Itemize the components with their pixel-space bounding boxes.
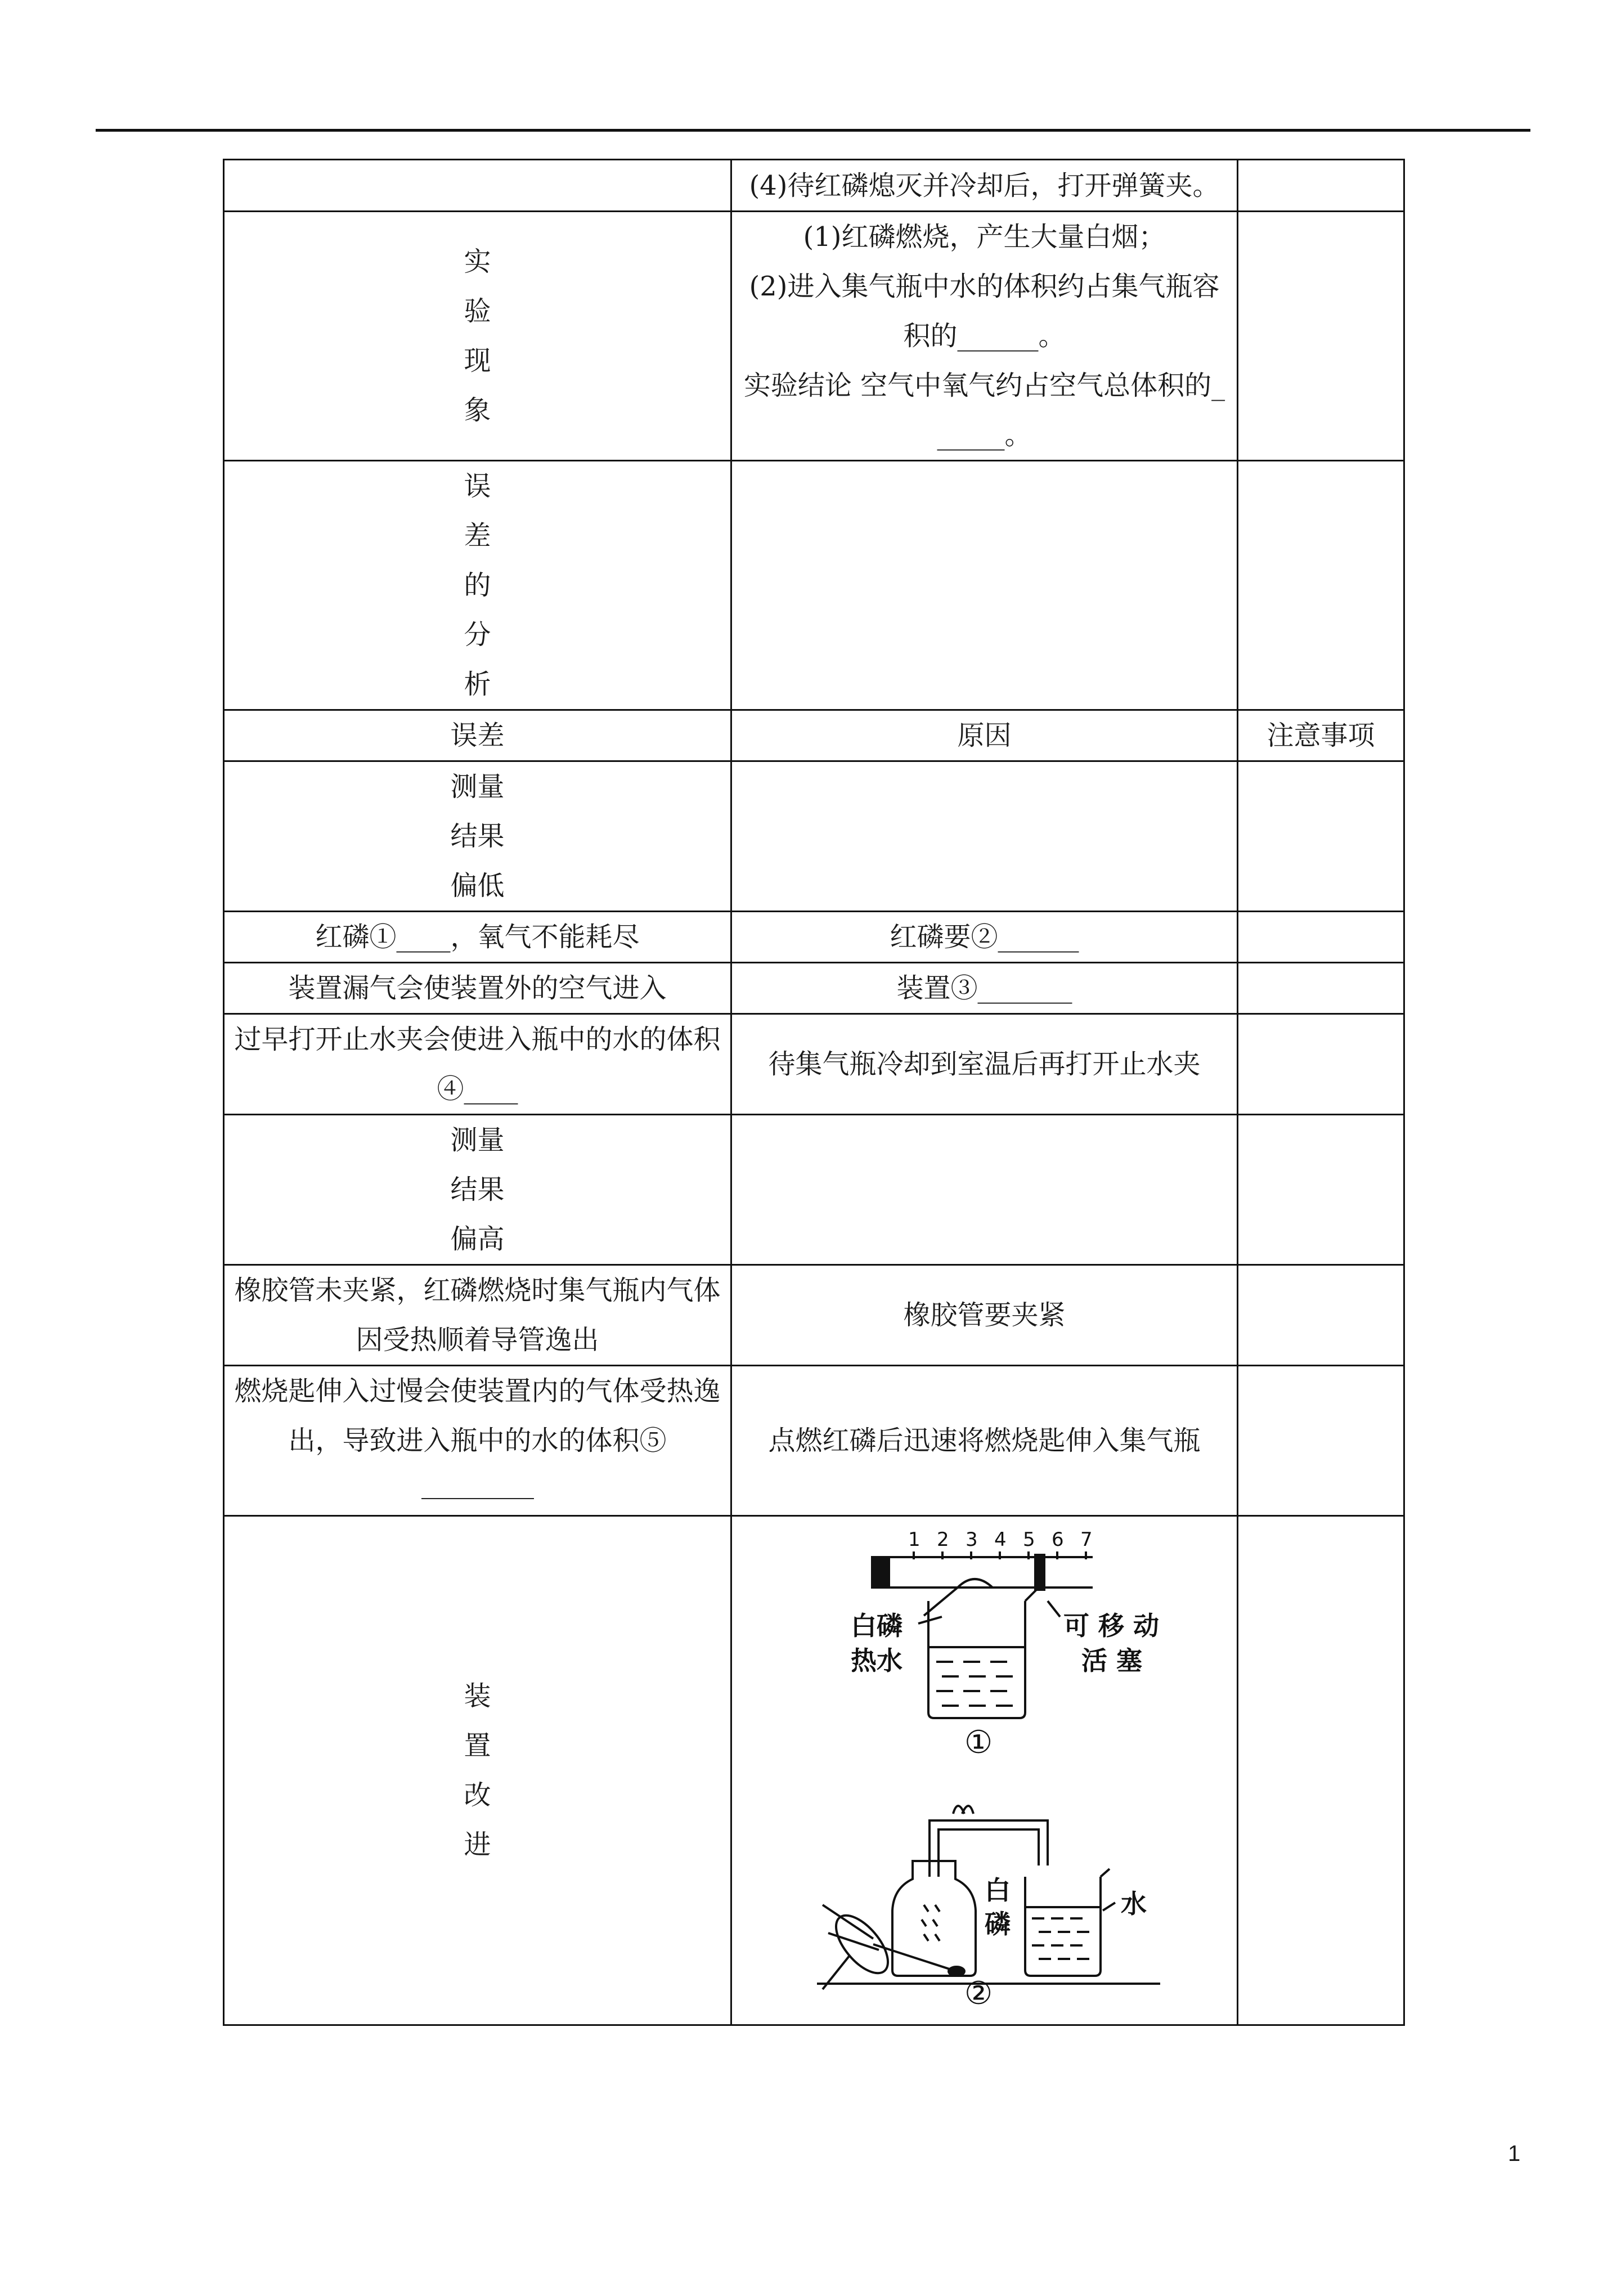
scale-label: 2 <box>936 1528 949 1551</box>
low3-note: 待集气瓶冷却到室温后再打开止水夹 <box>731 1014 1238 1115</box>
scale-label: 6 <box>1051 1528 1064 1551</box>
high-result-label: 测量结果偏高 <box>450 1124 505 1255</box>
cell-empty <box>1238 212 1404 461</box>
improvement-label: 装置改进 <box>464 1680 491 1860</box>
header-notes: 注意事项 <box>1238 710 1404 761</box>
table-row-phenomenon <box>224 212 1404 461</box>
experiment-table <box>223 159 1405 2026</box>
high2-note: 点燃红磷后迅速将燃烧匙伸入集气瓶 <box>731 1366 1238 1516</box>
cell-empty <box>1238 160 1404 212</box>
label-white-phosphorus: 白磷 <box>850 1611 902 1641</box>
cell-empty <box>1238 1265 1404 1366</box>
table-row <box>224 912 1404 963</box>
low1-cause: 红磷①____，氧气不能耗尽 <box>224 912 731 963</box>
high1-cause: 橡胶管未夹紧，红磷燃烧时集气瓶内气体因受热顺着导管逸出 <box>224 1265 731 1366</box>
cell-empty <box>1238 1516 1404 2025</box>
cell-empty <box>731 761 1238 912</box>
table-row <box>224 1265 1404 1366</box>
high2-cause: 燃烧匙伸入过慢会使装置内的气体受热逸出，导致进入瓶中的水的体积⑤ <box>234 1375 721 1456</box>
table-header-row <box>224 710 1404 761</box>
cell-empty <box>1238 1115 1404 1265</box>
cell-empty <box>1238 761 1404 912</box>
cell-empty <box>731 1115 1238 1265</box>
scale-label: 4 <box>994 1528 1007 1551</box>
diagram-2-number: ② <box>964 1975 993 2008</box>
cell-empty <box>731 461 1238 710</box>
diagram-1-number: ① <box>964 1724 993 1761</box>
low2-note: 装置③_______ <box>731 963 1238 1014</box>
high1-note: 橡胶管要夹紧 <box>731 1265 1238 1366</box>
phenomenon-line-2: (2)进入集气瓶中水的体积约占集气瓶容积的______。 <box>749 271 1220 352</box>
answer-blank <box>421 1476 534 1499</box>
table-row-improvement <box>224 1516 1404 2025</box>
scale-label: 5 <box>1022 1528 1035 1551</box>
page-number: 1 <box>1508 2141 1521 2166</box>
label-piston: 活 塞 <box>1081 1645 1142 1676</box>
table-row-error-analysis <box>224 461 1404 710</box>
cell-empty <box>224 160 731 212</box>
table-row <box>224 963 1404 1014</box>
error-analysis-label: 误差的分析 <box>464 470 491 700</box>
cell-empty <box>1238 461 1404 710</box>
table-row-step4 <box>224 160 1404 212</box>
phenomenon-label: 实验现象 <box>464 246 491 426</box>
header-error: 误差 <box>224 710 731 761</box>
table-row <box>224 1014 1404 1115</box>
low1-note: 红磷要②______ <box>731 912 1238 963</box>
table-row-high-label <box>224 1115 1404 1265</box>
label-water: 水 <box>1120 1889 1147 1919</box>
top-rule <box>96 129 1530 132</box>
diagram-2 <box>817 1806 1160 1989</box>
cell-empty <box>1238 1014 1404 1115</box>
header-reason: 原因 <box>731 710 1238 761</box>
cell-empty <box>1238 963 1404 1014</box>
label-white-phosphorus-2b: 磷 <box>984 1909 1011 1939</box>
step4-text: (4)待红磷熄灭并冷却后，打开弹簧夹。 <box>731 160 1238 212</box>
scale-label: 3 <box>965 1528 978 1551</box>
label-white-phosphorus-2a: 白 <box>984 1875 1011 1905</box>
label-hot-water: 热水 <box>850 1645 902 1676</box>
low-result-label: 测量结果偏低 <box>450 771 505 902</box>
table-row-low-label <box>224 761 1404 912</box>
scale-label: 7 <box>1080 1528 1093 1551</box>
cell-empty <box>1238 912 1404 963</box>
cell-empty <box>1238 1366 1404 1516</box>
scale-label: 1 <box>908 1528 920 1551</box>
table-row <box>224 1366 1404 1516</box>
low2-cause: 装置漏气会使装置外的空气进入 <box>224 963 731 1014</box>
low3-cause: 过早打开止水夹会使进入瓶中的水的体积④____ <box>224 1014 731 1115</box>
label-movable: 可 移 动 <box>1063 1611 1159 1641</box>
apparatus-diagrams <box>733 1517 1237 2008</box>
phenomenon-line-1: (1)红磷燃烧，产生大量白烟； <box>803 221 1166 253</box>
conclusion-line: 实验结论 空气中氧气约占空气总体积的______。 <box>743 370 1225 451</box>
diagram-1 <box>851 1528 1159 1761</box>
